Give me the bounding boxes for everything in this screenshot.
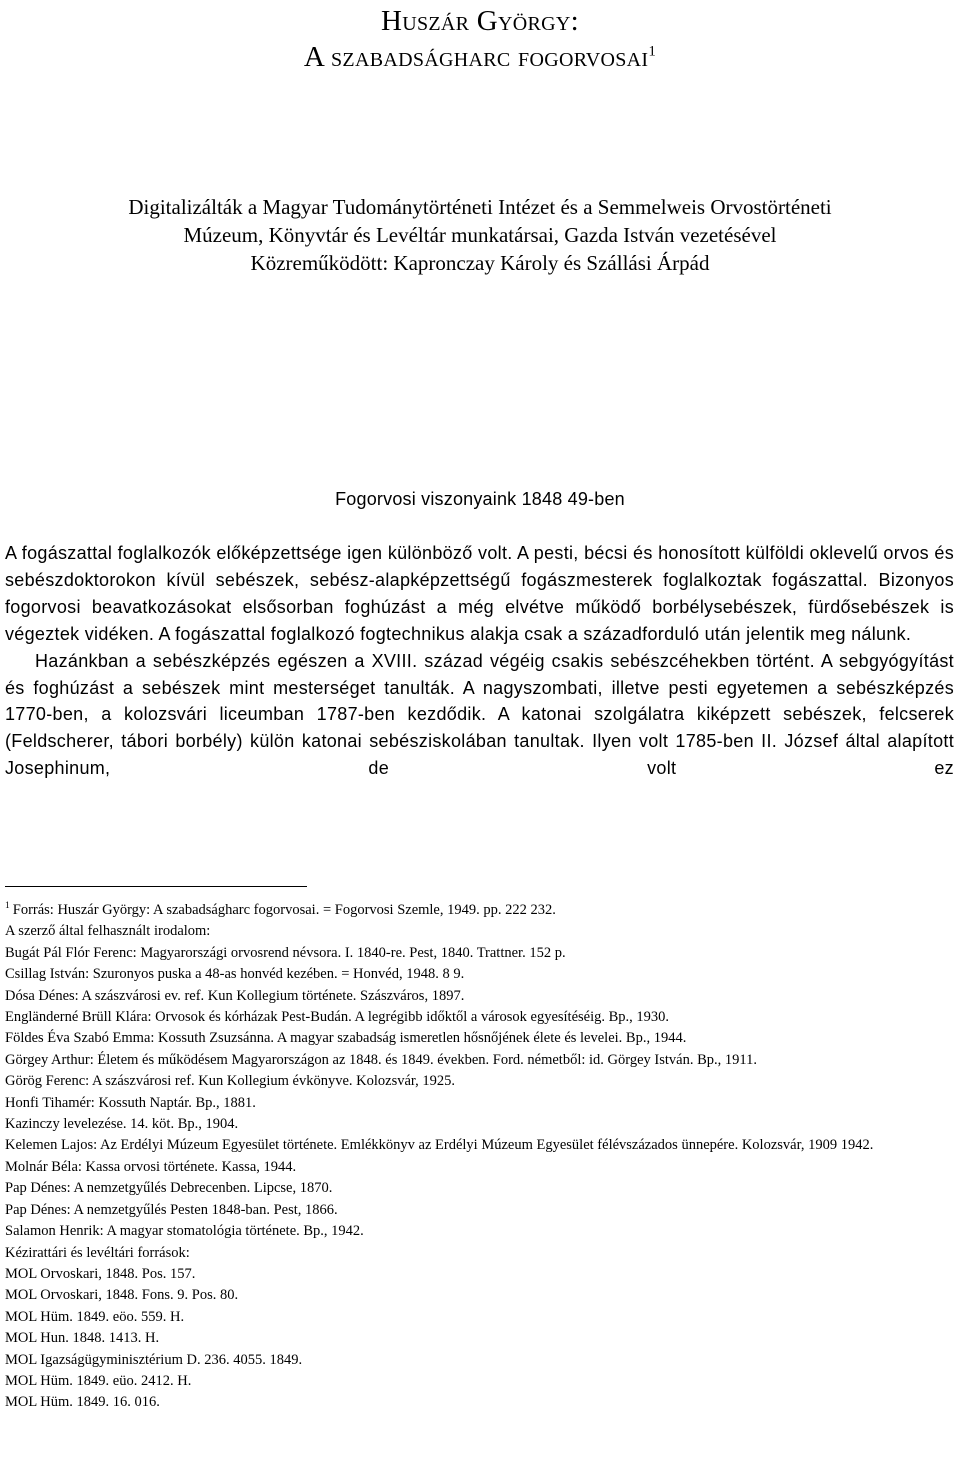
- footnote-item: Pap Dénes: A nemzetgyűlés Debrecenben. Lipcse, 1870.: [5, 1180, 333, 1197]
- title-footnote-mark: 1: [648, 43, 657, 60]
- footnote-item: Kézirattári és levéltári források:: [5, 1244, 190, 1261]
- footnote-item: MOL Orvoskari, 1848. Pos. 157.: [5, 1265, 196, 1282]
- body-paragraph: A fogászattal foglalkozók előképzettsége igen különböző volt. A pesti, bécsi és honosított külföldi oklevelű orvos és sebészdoktorokon kívül sebészek, sebész-alapképzettségű fogászmesterek foglalkoztak fogászattal. Bizonyos fogorvosi beavatkozásokat elsősorban foghúzást a még elvétve működő borbélysebészek, fürdősebészek is végeztek vidéken. A fogászattal foglalkozó fogtechnikus alakja csak a századforduló után jelentik meg nálunk.: [5, 543, 954, 644]
- body-paragraph: Hazánkban a sebészképzés egészen a XVIII. század végéig csakis sebészcéhekben történt. A sebgyógyítást és foghúzást a sebészek mint mesterséget tanulták. A nagyszombati, illetve pesti egyetemen a sebészképzés 1770-ben, a kolozsvári liceumban 1787-ben kezdődik. A katonai szolgálatra kiképzett sebészek, felcserek (Feldscherer, tábori borbély) külön katonai sebésziskolában tanultak. Ilyen volt 1785-ben II. József által alapított Josephinum, de volt ez: [5, 650, 954, 779]
- footnote-item: MOL Hun. 1848. 1413. H.: [5, 1330, 160, 1347]
- page-title: [0, 40, 960, 74]
- page-title-text: A szabadságharc fogorvosai: [303, 41, 649, 73]
- credits-line: Közreműködött: Kapronczay Károly és Szállási Árpád: [250, 251, 710, 275]
- footnote-item: Kazinczy levelezése. 14. köt. Bp., 1904.: [5, 1116, 239, 1133]
- footnote-item: MOL Orvoskari, 1848. Fons. 9. Pos. 80.: [5, 1287, 239, 1304]
- footnote-item: Görgey Arthur: Életem és működésem Magyarországon az 1848. és 1849. években. Ford. németből: id. Görgey István. Bp., 1911.: [5, 1051, 757, 1068]
- footnote-item: Csillag István: Szuronyos puska a 48-as honvéd kezében. = Honvéd, 1948. 8 9.: [5, 966, 465, 983]
- footnote-item: Görög Ferenc: A szászvárosi ref. Kun Kollegium évkönyve. Kolozsvár, 1925.: [5, 1073, 456, 1090]
- footnote-item: Salamon Henrik: A magyar stomatológia története. Bp., 1942.: [5, 1223, 364, 1240]
- footnote-item: MOL Hüm. 1849. eüo. 2412. H.: [5, 1372, 192, 1389]
- digitization-credits: [0, 193, 960, 277]
- footnote-divider: [5, 886, 307, 887]
- footnote-text: Forrás: Huszár György: A szabadságharc fogorvosai. = Fogorvosi Szemle, 1949. pp. 222 232.: [12, 902, 556, 918]
- credits-line: Múzeum, Könyvtár és Levéltár munkatársai, Gazda István vezetésével: [183, 223, 777, 247]
- footnote-item: MOL Igazságügyminisztérium D. 236. 4055. 1849.: [5, 1351, 303, 1368]
- footnote-item: [5, 900, 950, 921]
- footnote-item: Földes Éva Szabó Emma: Kossuth Zsuzsánna. A magyar szabadság ismeretlen hősnőjének élete és levelei. Bp., 1944.: [5, 1030, 687, 1047]
- footnote-item: A szerző által felhasznált irodalom:: [5, 923, 211, 940]
- footnote-item: Dósa Dénes: A szászvárosi ev. ref. Kun Kollegium története. Szászváros, 1897.: [5, 987, 465, 1004]
- page-title-author: [0, 4, 960, 38]
- footnotes: [5, 900, 950, 1414]
- footnote-item: Honfi Tihamér: Kossuth Naptár. Bp., 1881.: [5, 1094, 256, 1111]
- credits-line: Digitalizálták a Magyar Tudománytörténeti Intézet és a Semmelweis Orvostörténeti: [128, 195, 832, 219]
- footnote-item: Kelemen Lajos: Az Erdélyi Múzeum Egyesület története. Emlékkönyv az Erdélyi Múzeum Egyesület félévszázados ünnepére. Kolozsvár, 1909 1942.: [5, 1137, 874, 1154]
- footnote-item: Bugát Pál Flór Ferenc: Magyarországi orvosrend névsora. I. 1840-re. Pest, 1840. Trattner. 152 p.: [5, 944, 566, 961]
- footnote-item: Molnár Béla: Kassa orvosi története. Kassa, 1944.: [5, 1158, 297, 1175]
- footnote-item: Engländerné Brüll Klára: Orvosok és kórházak Pest-Budán. A legrégibb időktől a városok egyesítéséig. Bp., 1930.: [5, 1009, 670, 1026]
- body-text: [5, 540, 954, 782]
- footnote-item: Pap Dénes: A nemzetgyűlés Pesten 1848-ban. Pest, 1866.: [5, 1201, 338, 1218]
- footnote-mark: 1: [5, 901, 10, 912]
- page-title-author-text: Huszár György:: [380, 5, 580, 37]
- footnote-item: MOL Hüm. 1849. 16. 016.: [5, 1394, 160, 1411]
- footnote-item: MOL Hüm. 1849. eöo. 559. H.: [5, 1308, 185, 1325]
- section-title: Fogorvosi viszonyaink 1848 49-ben: [335, 489, 625, 509]
